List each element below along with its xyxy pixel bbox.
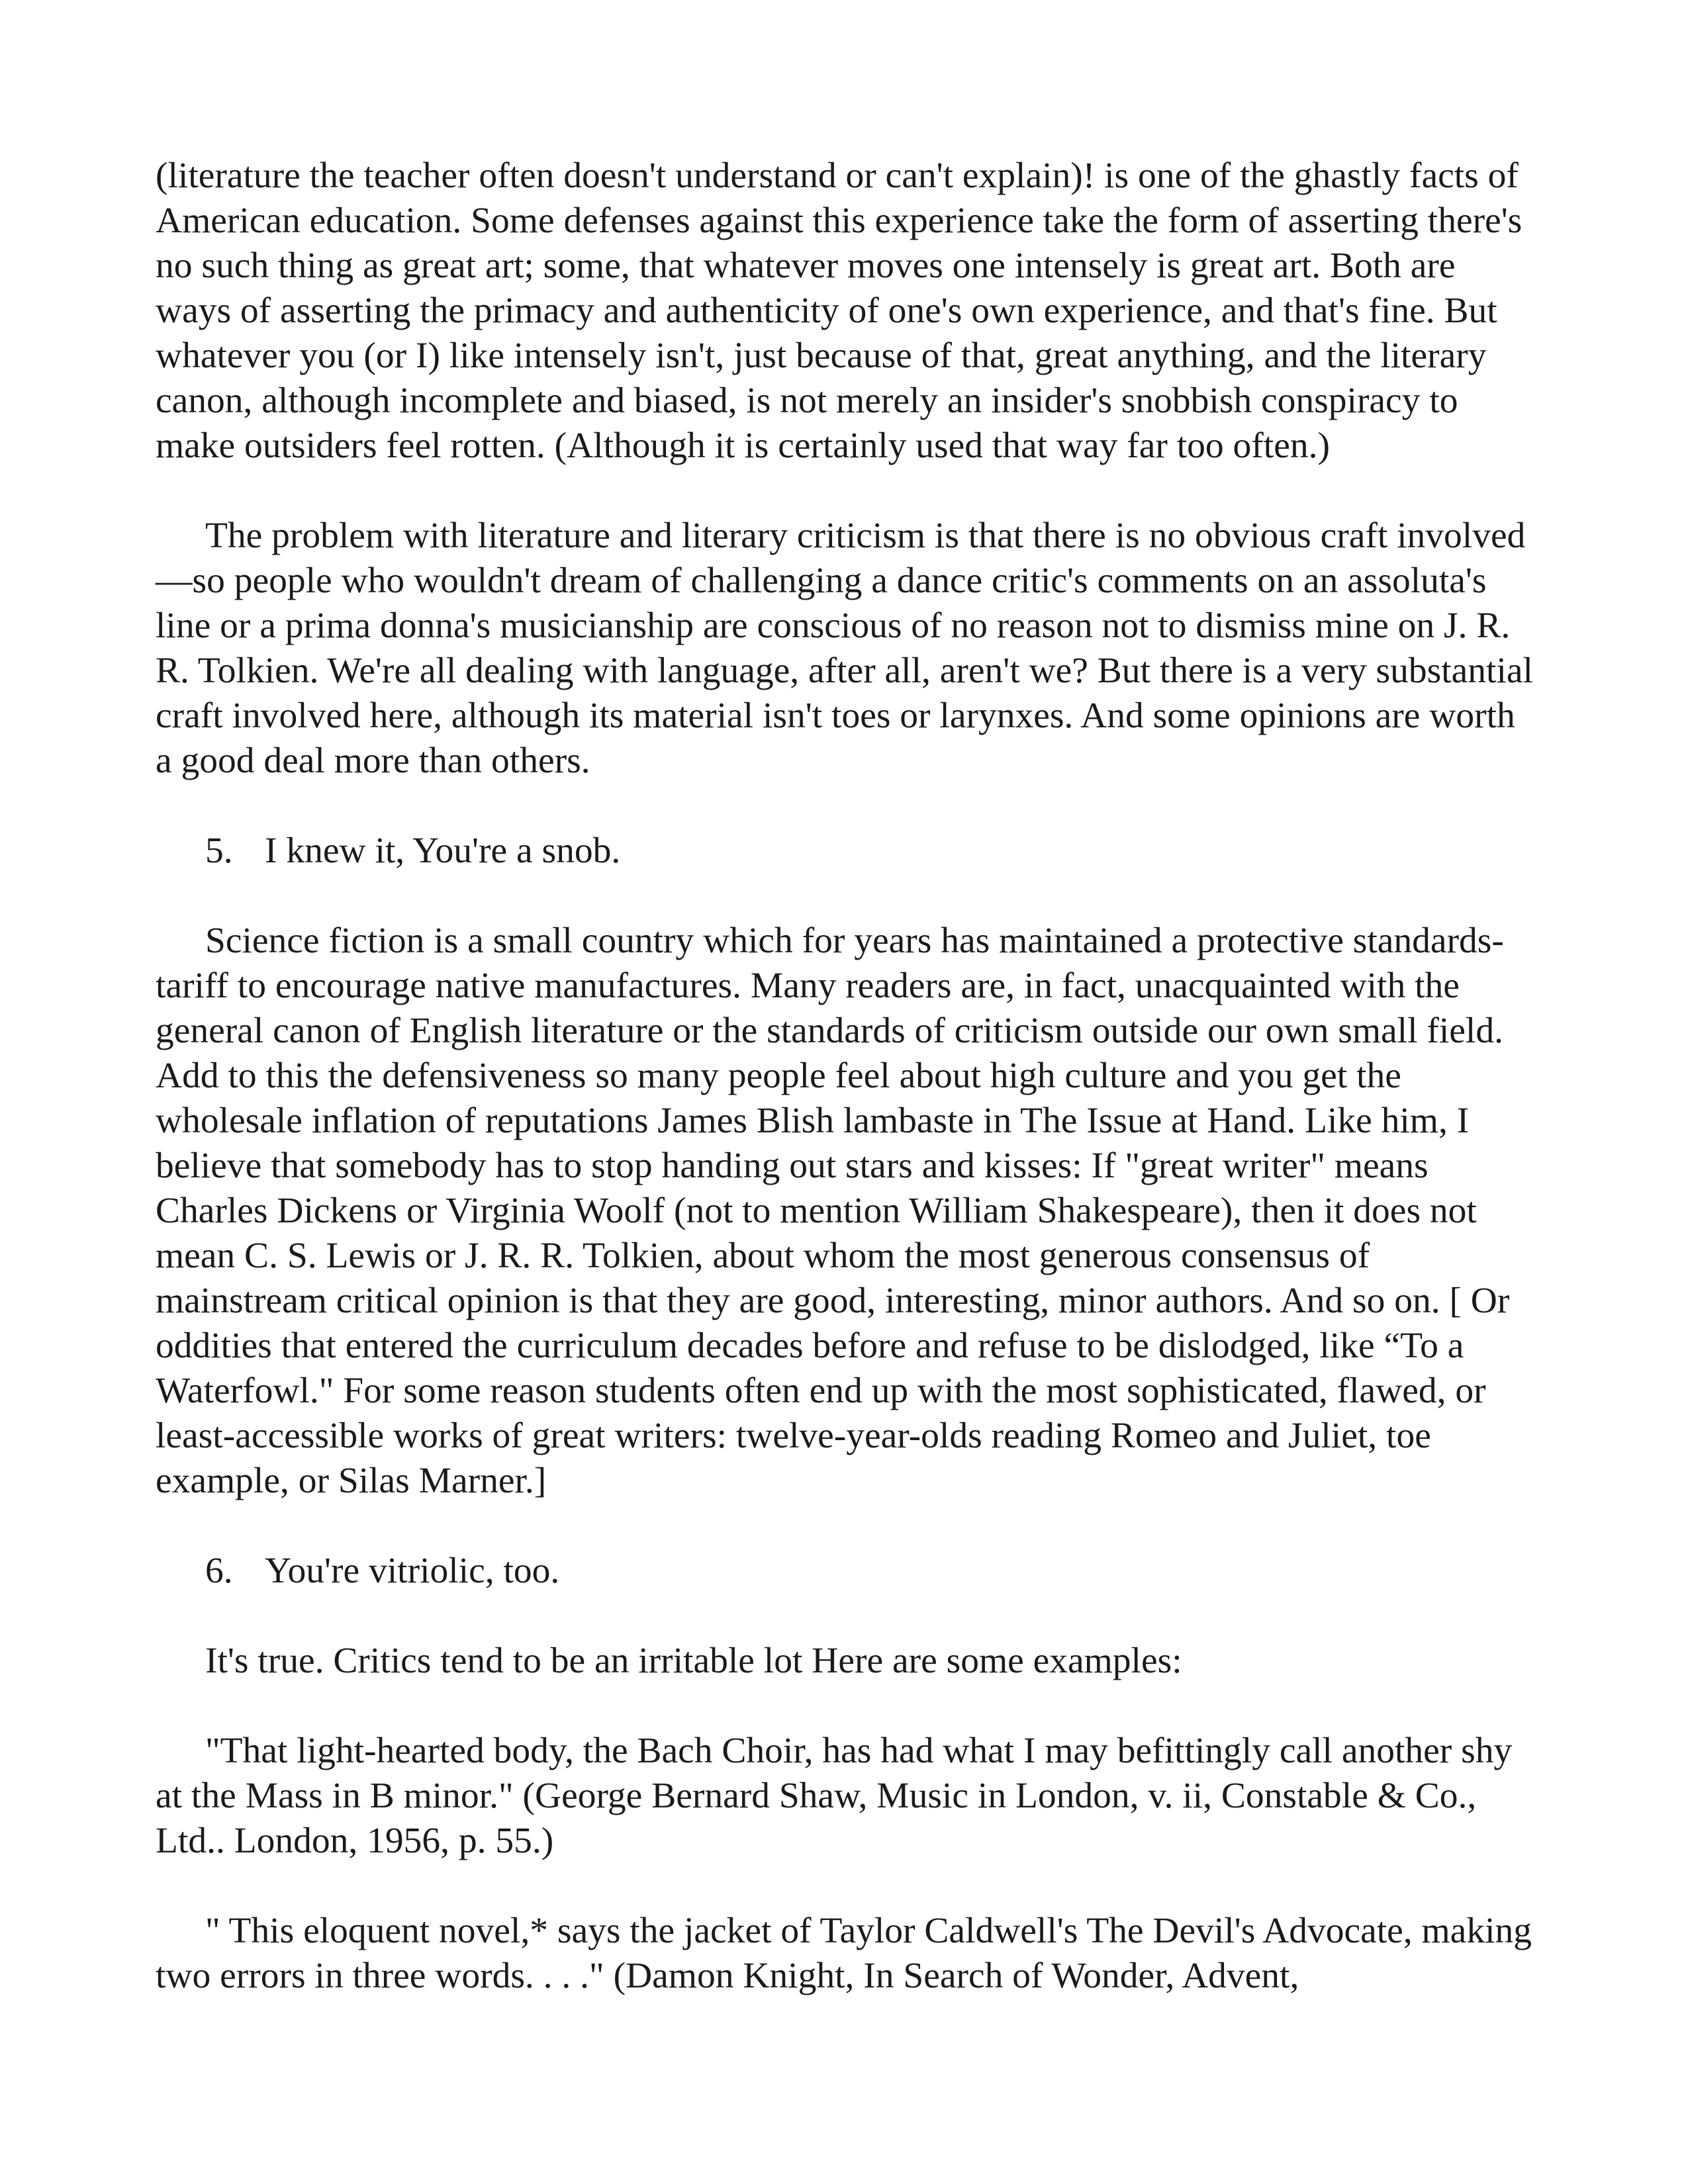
paragraph-3: Science fiction is a small country which for years has maintained a protective standards-tariff to encourage native manufactures. Many readers are, in fact, unacquainted with the general canon of English literature or the standards of criticism outside our own small field. Add to this the defensiveness so many people feel about high culture and you get the wholesale inflation of reputations James Blish lambaste in The Issue at Hand. Like him, I believe that somebody has to stop handing out stars and kisses: If "great writer" means Charles Dickens or Virginia Woolf (not to mention William Shakespeare), then it does not mean C. S. Lewis or J. R. R. Tolkien, about whom the most generous consensus of mainstream critical opinion is that they are good, interesting, minor authors. And so on. [ Or oddities that entered the curriculum decades before and refuse to be dislodged, like “To a Waterfowl." For some reason students often end up with the most sophisticated, flawed, or least-accessible works of great writers: twelve-year-olds reading Romeo and Juliet, toe example, or Silas Marner.] [156,921,1510,1501]
item-text: I knew it, You're a snob. [265,831,621,871]
body-text [156,154,1536,2044]
item-text: You're vitriolic, too. [265,1551,560,1591]
paragraph-2: The problem with literature and literary criticism is that there is no obvious craft involved—so people who wouldn't dream of challenging a dance critic's comments on an assoluta's line or a prima donna's musicianship are conscious of no reason not to dismiss mine on J. R. R. Tolkien. We're all dealing with language, after all, aren't we? But there is a very substantial craft involved here, although its material isn't toes or larynxes. And some opinions are worth a good deal more than others. [156,516,1533,781]
item-number: 6. [205,1551,233,1591]
numbered-item-6 [156,1549,1536,1594]
paragraph-6: " This eloquent novel,* says the jacket of Taylor Caldwell's The Devil's Advocate, making two errors in three words. . . ." (Damon Knight, In Search of Wonder, Advent, [156,1911,1532,1996]
item-number: 5. [205,831,233,871]
paragraph-1: (literature the teacher often doesn't understand or can't explain)! is one of the ghastly facts of American education. Some defenses against this experience take the form of asserting there's no such thing as great art; some, that whatever moves one intensely is great art. Both are ways of asserting the primacy and authenticity of one's own experience, and that's fine. But whatever you (or I) like intensely isn't, just because of that, great anything, and the literary canon, although incomplete and biased, is not merely an insider's snobbish conspiracy to make outsiders feel rotten. (Although it is certainly used that way far too often.) [156,156,1523,466]
paragraph-5: "That light-hearted body, the Bach Choir, has had what I may befittingly call another shy at the Mass in B minor." (George Bernard Shaw, Music in London, v. ii, Constable & Co., Ltd.. London, 1956, p. 55.) [156,1731,1513,1861]
numbered-item-5 [156,829,1536,874]
paragraph-4: It's true. Critics tend to be an irritable lot Here are some examples: [205,1641,1182,1681]
